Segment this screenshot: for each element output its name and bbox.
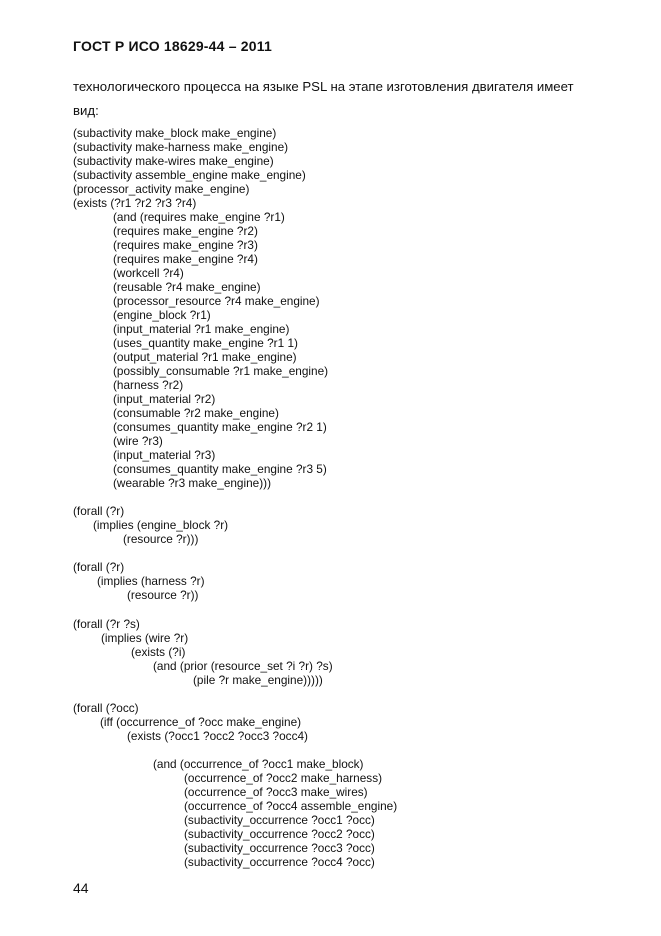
code-line: (output_material ?r1 make_engine)	[113, 350, 297, 364]
code-line: (subactivity make-harness make_engine)	[73, 140, 289, 154]
code-line: (implies (engine_block ?r)	[93, 518, 229, 532]
code-line: (forall (?r)	[73, 504, 125, 518]
code-line: (iff (occurrence_of ?occ make_engine)	[100, 715, 302, 729]
code-line: (forall (?occ)	[73, 701, 139, 715]
code-line: (forall (?r)	[73, 560, 125, 574]
code-line: (subactivity_occurrence ?occ4 ?occ)	[184, 855, 375, 869]
code-line: (possibly_consumable ?r1 make_engine)	[113, 364, 329, 378]
code-line: (processor_resource ?r4 make_engine)	[113, 294, 320, 308]
code-line: (harness ?r2)	[113, 378, 184, 392]
intro-text-line: технологического процесса на языке PSL на этапе изготовления двигателя имеет	[73, 79, 574, 94]
code-line: (pile ?r make_engine)))))	[193, 673, 323, 687]
code-line: (requires make_engine ?r4)	[113, 252, 258, 266]
code-line: (and (occurrence_of ?occ1 make_block)	[153, 757, 364, 771]
code-line: (wire ?r3)	[113, 434, 163, 448]
code-line: (requires make_engine ?r2)	[113, 224, 258, 238]
code-line: (occurrence_of ?occ3 make_wires)	[184, 785, 368, 799]
code-line: (wearable ?r3 make_engine)))	[113, 476, 272, 490]
code-line: (resource ?r)))	[123, 532, 199, 546]
document-header: ГОСТ Р ИСО 18629-44 – 2011	[73, 38, 272, 54]
code-line: (subactivity_occurrence ?occ1 ?occ)	[184, 813, 375, 827]
code-line: (processor_activity make_engine)	[73, 182, 250, 196]
code-line: (subactivity make-wires make_engine)	[73, 154, 274, 168]
page-number: 44	[73, 880, 89, 896]
code-line: (requires make_engine ?r3)	[113, 238, 258, 252]
code-line: (consumable ?r2 make_engine)	[113, 406, 279, 420]
code-line: (subactivity make_block make_engine)	[73, 126, 277, 140]
code-line: (subactivity assemble_engine make_engine)	[73, 168, 306, 182]
code-line: (engine_block ?r1)	[113, 308, 211, 322]
code-line: (occurrence_of ?occ2 make_harness)	[184, 771, 383, 785]
code-line: (forall (?r ?s)	[73, 617, 140, 631]
code-line: (consumes_quantity make_engine ?r2 1)	[113, 420, 327, 434]
code-line: (occurrence_of ?occ4 assemble_engine)	[184, 799, 398, 813]
code-line: (implies (wire ?r)	[101, 631, 189, 645]
code-line: (workcell ?r4)	[113, 266, 184, 280]
code-line: (and (prior (resource_set ?i ?r) ?s)	[153, 659, 333, 673]
code-line: (resource ?r))	[127, 588, 199, 602]
intro-text-line: вид:	[73, 103, 99, 118]
code-line: (exists (?r1 ?r2 ?r3 ?r4)	[73, 196, 197, 210]
code-line: (input_material ?r1 make_engine)	[113, 322, 290, 336]
code-line: (implies (harness ?r)	[97, 574, 205, 588]
code-line: (and (requires make_engine ?r1)	[113, 210, 285, 224]
code-line: (input_material ?r3)	[113, 448, 216, 462]
code-line: (reusable ?r4 make_engine)	[113, 280, 261, 294]
code-line: (input_material ?r2)	[113, 392, 216, 406]
code-line: (consumes_quantity make_engine ?r3 5)	[113, 462, 327, 476]
code-line: (subactivity_occurrence ?occ3 ?occ)	[184, 841, 375, 855]
code-line: (subactivity_occurrence ?occ2 ?occ)	[184, 827, 375, 841]
code-line: (exists (?i)	[131, 645, 186, 659]
code-line: (exists (?occ1 ?occ2 ?occ3 ?occ4)	[127, 729, 308, 743]
code-line: (uses_quantity make_engine ?r1 1)	[113, 336, 298, 350]
